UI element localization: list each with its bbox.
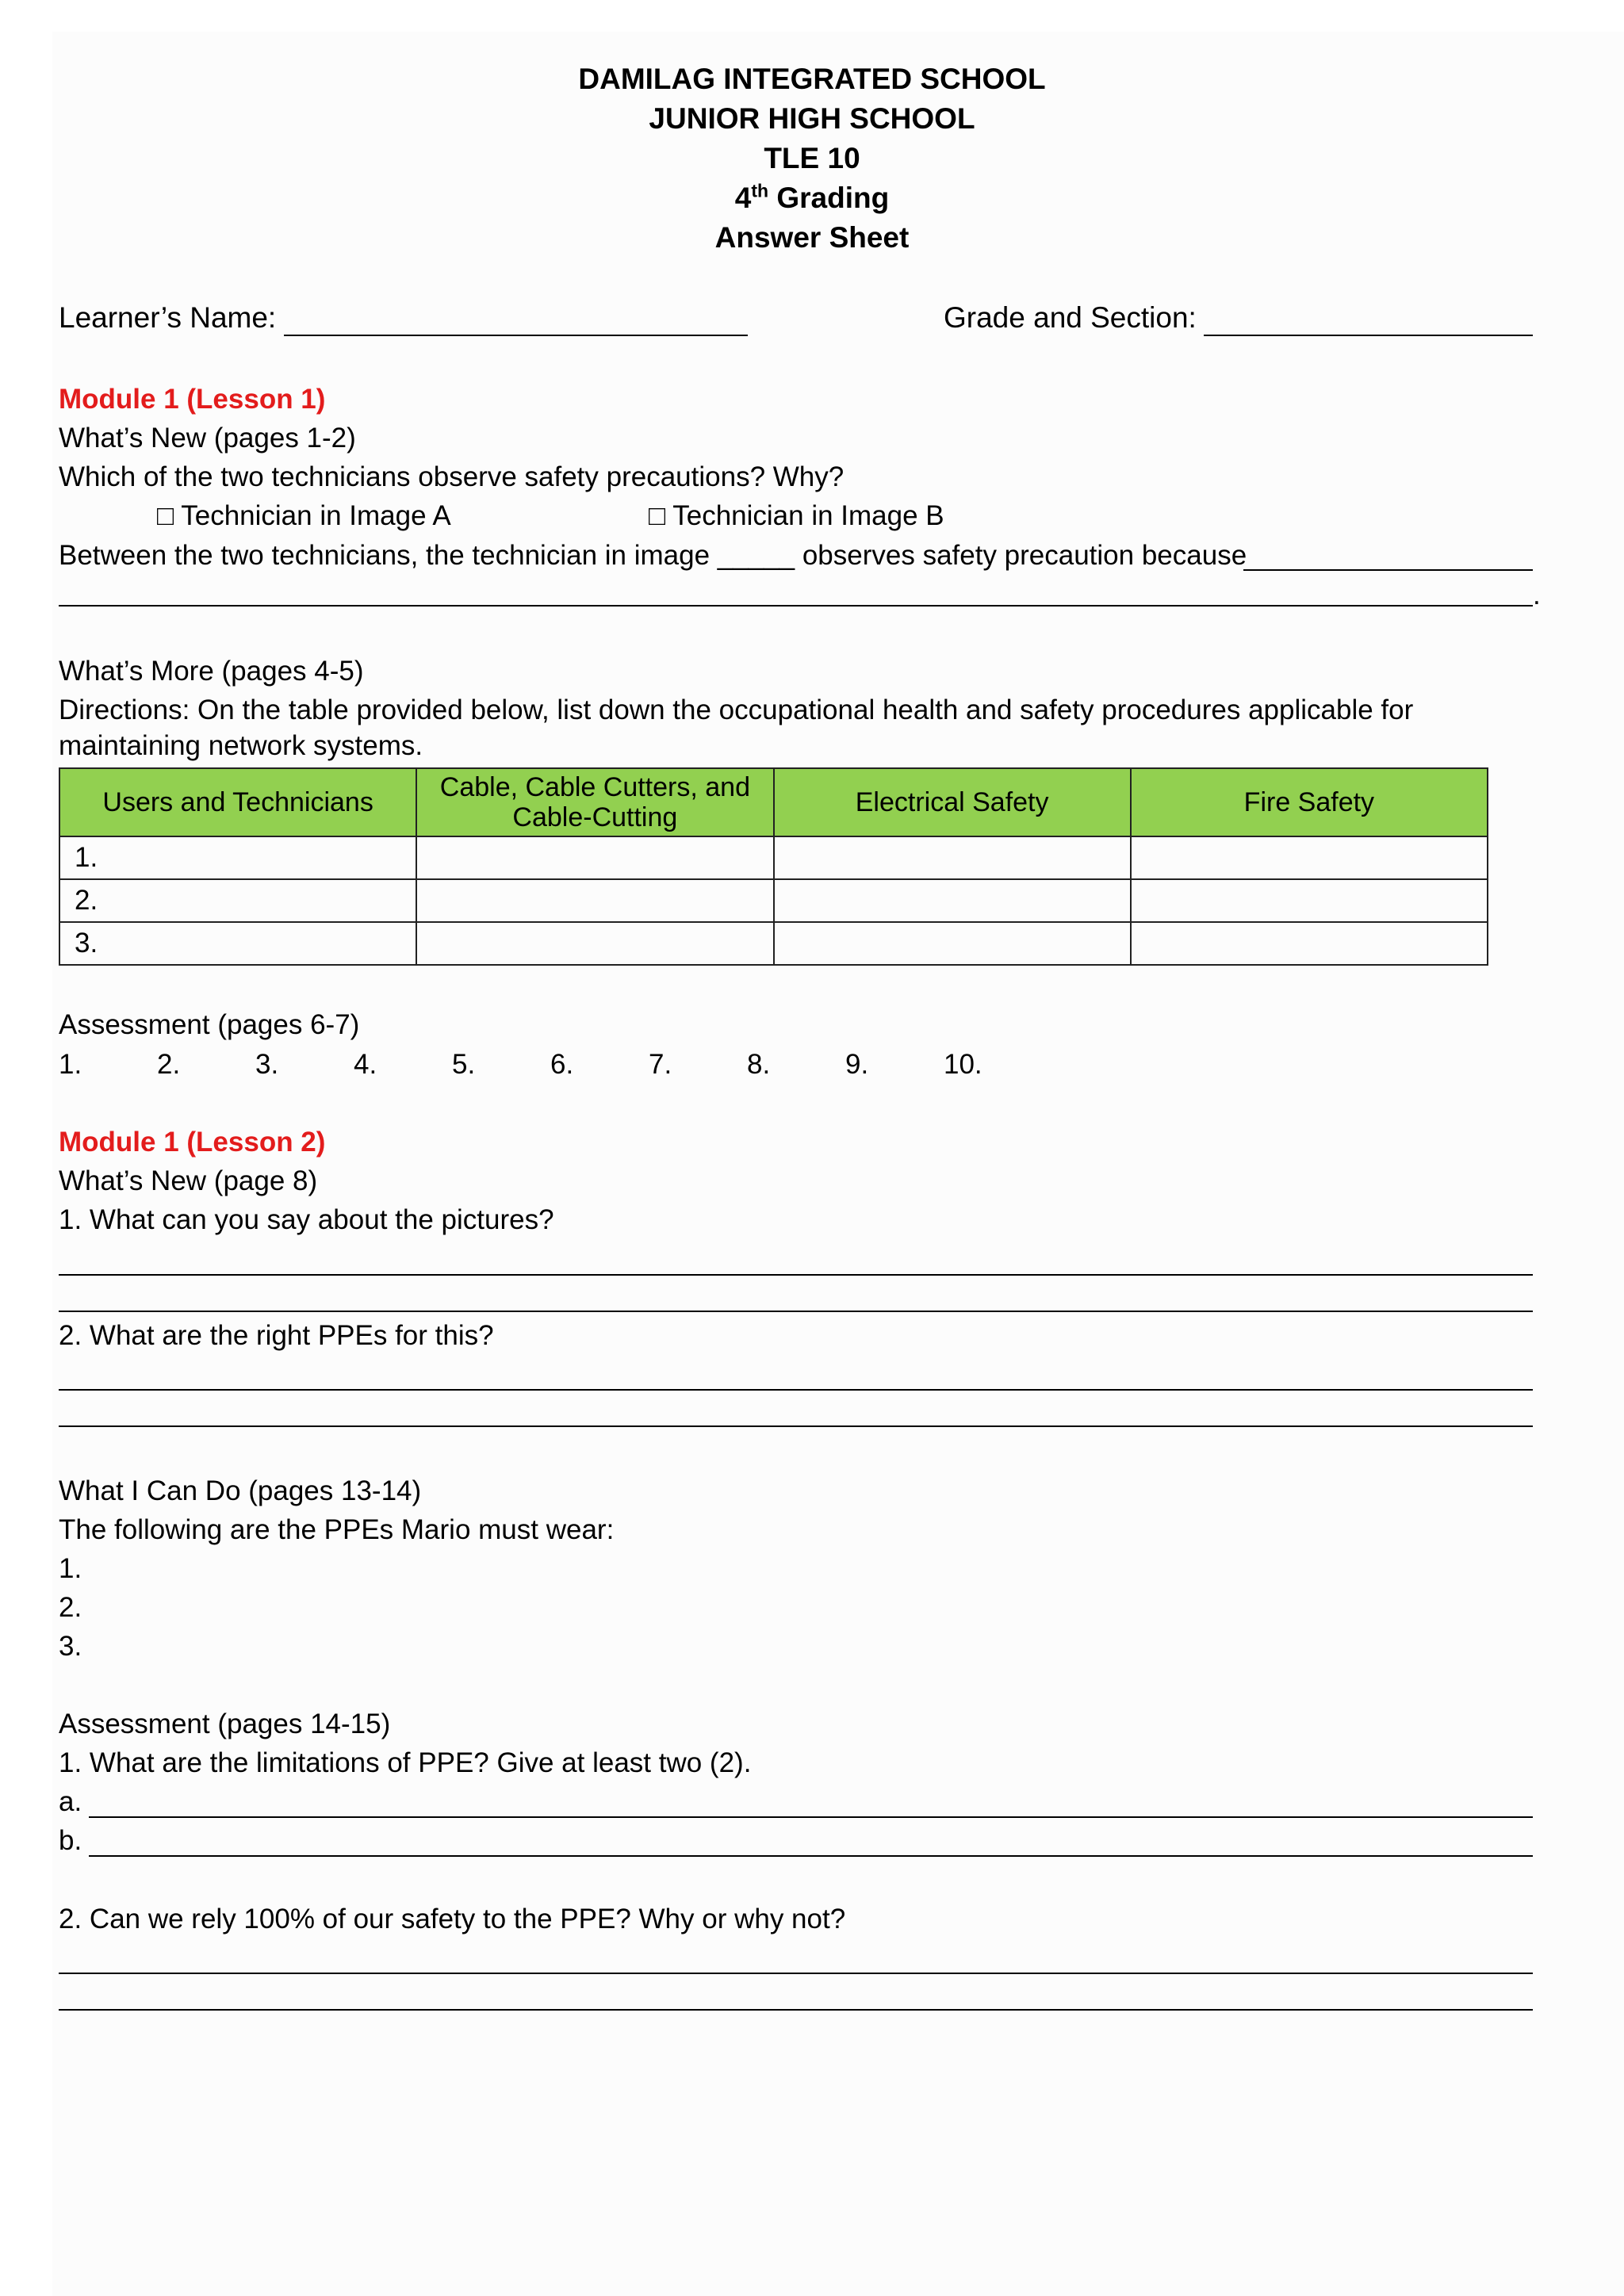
assessment-question-2: 2. Can we rely 100% of our safety to the PPE? Why or why not?: [59, 1904, 846, 1934]
table-cell[interactable]: [774, 879, 1131, 922]
answer-period: .: [1533, 580, 1541, 610]
answer-number: 9.: [845, 1049, 869, 1080]
ohs-procedures-table: [59, 767, 1488, 966]
lesson1-because-line[interactable]: [1243, 569, 1533, 571]
item-b-line[interactable]: [89, 1855, 1533, 1857]
assessment-question-1: 1. What are the limitations of PPE? Give at least two (2).: [59, 1747, 752, 1778]
table-cell[interactable]: 2.: [59, 879, 416, 922]
lesson1-title: Module 1 (Lesson 1): [59, 384, 326, 415]
table-cell[interactable]: [1131, 922, 1488, 965]
option-technician-a[interactable]: □ Technician in Image A: [157, 500, 451, 531]
answer-line[interactable]: [59, 1425, 1533, 1427]
sheet-title: Answer Sheet: [714, 221, 910, 254]
lesson1-whats-new: What’s New (pages 1-2): [59, 423, 356, 453]
answer-line[interactable]: [59, 2009, 1533, 2011]
answer-number: 8.: [747, 1049, 771, 1080]
col-cable-safety: Cable, Cable Cutters, and Cable-Cutting: [416, 768, 773, 836]
table-row: [59, 879, 1488, 922]
grading-period: [0, 181, 1624, 216]
lesson1-assessment: Assessment (pages 6-7): [59, 1009, 360, 1040]
answer-line[interactable]: [59, 1389, 1533, 1391]
what-i-can-do: What I Can Do (pages 13-14): [59, 1475, 422, 1506]
school-name: DAMILAG INTEGRATED SCHOOL: [578, 63, 1046, 95]
option-technician-b[interactable]: □ Technician in Image B: [649, 500, 944, 531]
answer-line[interactable]: [59, 1311, 1533, 1312]
col-users-technicians: Users and Technicians: [59, 768, 416, 836]
subject-title: TLE 10: [764, 142, 860, 174]
answer-number: 7.: [649, 1049, 672, 1080]
table-cell[interactable]: [774, 922, 1131, 965]
table-cell[interactable]: [1131, 879, 1488, 922]
table-cell[interactable]: 3.: [59, 922, 416, 965]
answer-line[interactable]: [59, 1973, 1533, 1974]
lesson2-title: Module 1 (Lesson 2): [59, 1127, 326, 1158]
learner-name-label: Learner’s Name:: [59, 301, 277, 334]
ppe-item: 3.: [59, 1631, 82, 1662]
col-electrical-safety: Electrical Safety: [774, 768, 1131, 836]
learner-name-field[interactable]: [284, 335, 748, 336]
answer-number: 10.: [944, 1049, 982, 1080]
table-cell[interactable]: 1.: [59, 836, 416, 879]
answer-line[interactable]: [59, 1274, 1533, 1276]
grade-section-label: Grade and Section:: [944, 301, 1197, 334]
table-cell[interactable]: [416, 836, 773, 879]
grading-word: Grading: [776, 182, 890, 214]
directions-line-1: Directions: On the table provided below, list down the occupational health and safety procedures applicable for: [59, 695, 1414, 725]
lesson1-question: Which of the two technicians observe safety precautions? Why?: [59, 461, 845, 492]
answer-number: 4.: [354, 1049, 377, 1080]
table-row: [59, 836, 1488, 879]
lesson2-whats-new: What’s New (page 8): [59, 1165, 318, 1196]
school-level: JUNIOR HIGH SCHOOL: [649, 102, 975, 135]
answer-number: 1.: [59, 1049, 82, 1080]
item-a-line[interactable]: [89, 1816, 1533, 1818]
table-cell[interactable]: [416, 922, 773, 965]
grading-suffix: th: [751, 180, 769, 201]
item-b-label: b.: [59, 1825, 82, 1856]
ppe-item: 1.: [59, 1553, 82, 1584]
ppe-item: 2.: [59, 1592, 82, 1623]
lesson1-whats-more: What’s More (pages 4-5): [59, 656, 364, 687]
answer-number: 5.: [452, 1049, 476, 1080]
ppe-intro: The following are the PPEs Mario must wear:: [59, 1514, 615, 1545]
answer-number: 3.: [255, 1049, 279, 1080]
grade-section-field[interactable]: [1204, 335, 1533, 336]
col-fire-safety: Fire Safety: [1131, 768, 1488, 836]
table-row: [59, 922, 1488, 965]
table-cell[interactable]: [1131, 836, 1488, 879]
item-a-label: a.: [59, 1786, 82, 1817]
table-cell[interactable]: [774, 836, 1131, 879]
page-background: [52, 32, 1624, 2296]
grading-number: 4: [734, 182, 752, 214]
table-cell[interactable]: [416, 879, 773, 922]
lesson2-question-1: 1. What can you say about the pictures?: [59, 1204, 554, 1235]
answer-number: 6.: [550, 1049, 574, 1080]
lesson2-assessment: Assessment (pages 14-15): [59, 1709, 391, 1739]
table-header-row: [59, 768, 1488, 836]
lesson1-answer-prompt: Between the two technicians, the technician in image _____ observes safety precaution because: [59, 540, 1247, 571]
directions-line-2: maintaining network systems.: [59, 730, 423, 761]
lesson2-question-2: 2. What are the right PPEs for this?: [59, 1320, 494, 1351]
lesson1-answer-line[interactable]: [59, 605, 1533, 607]
answer-number: 2.: [157, 1049, 181, 1080]
